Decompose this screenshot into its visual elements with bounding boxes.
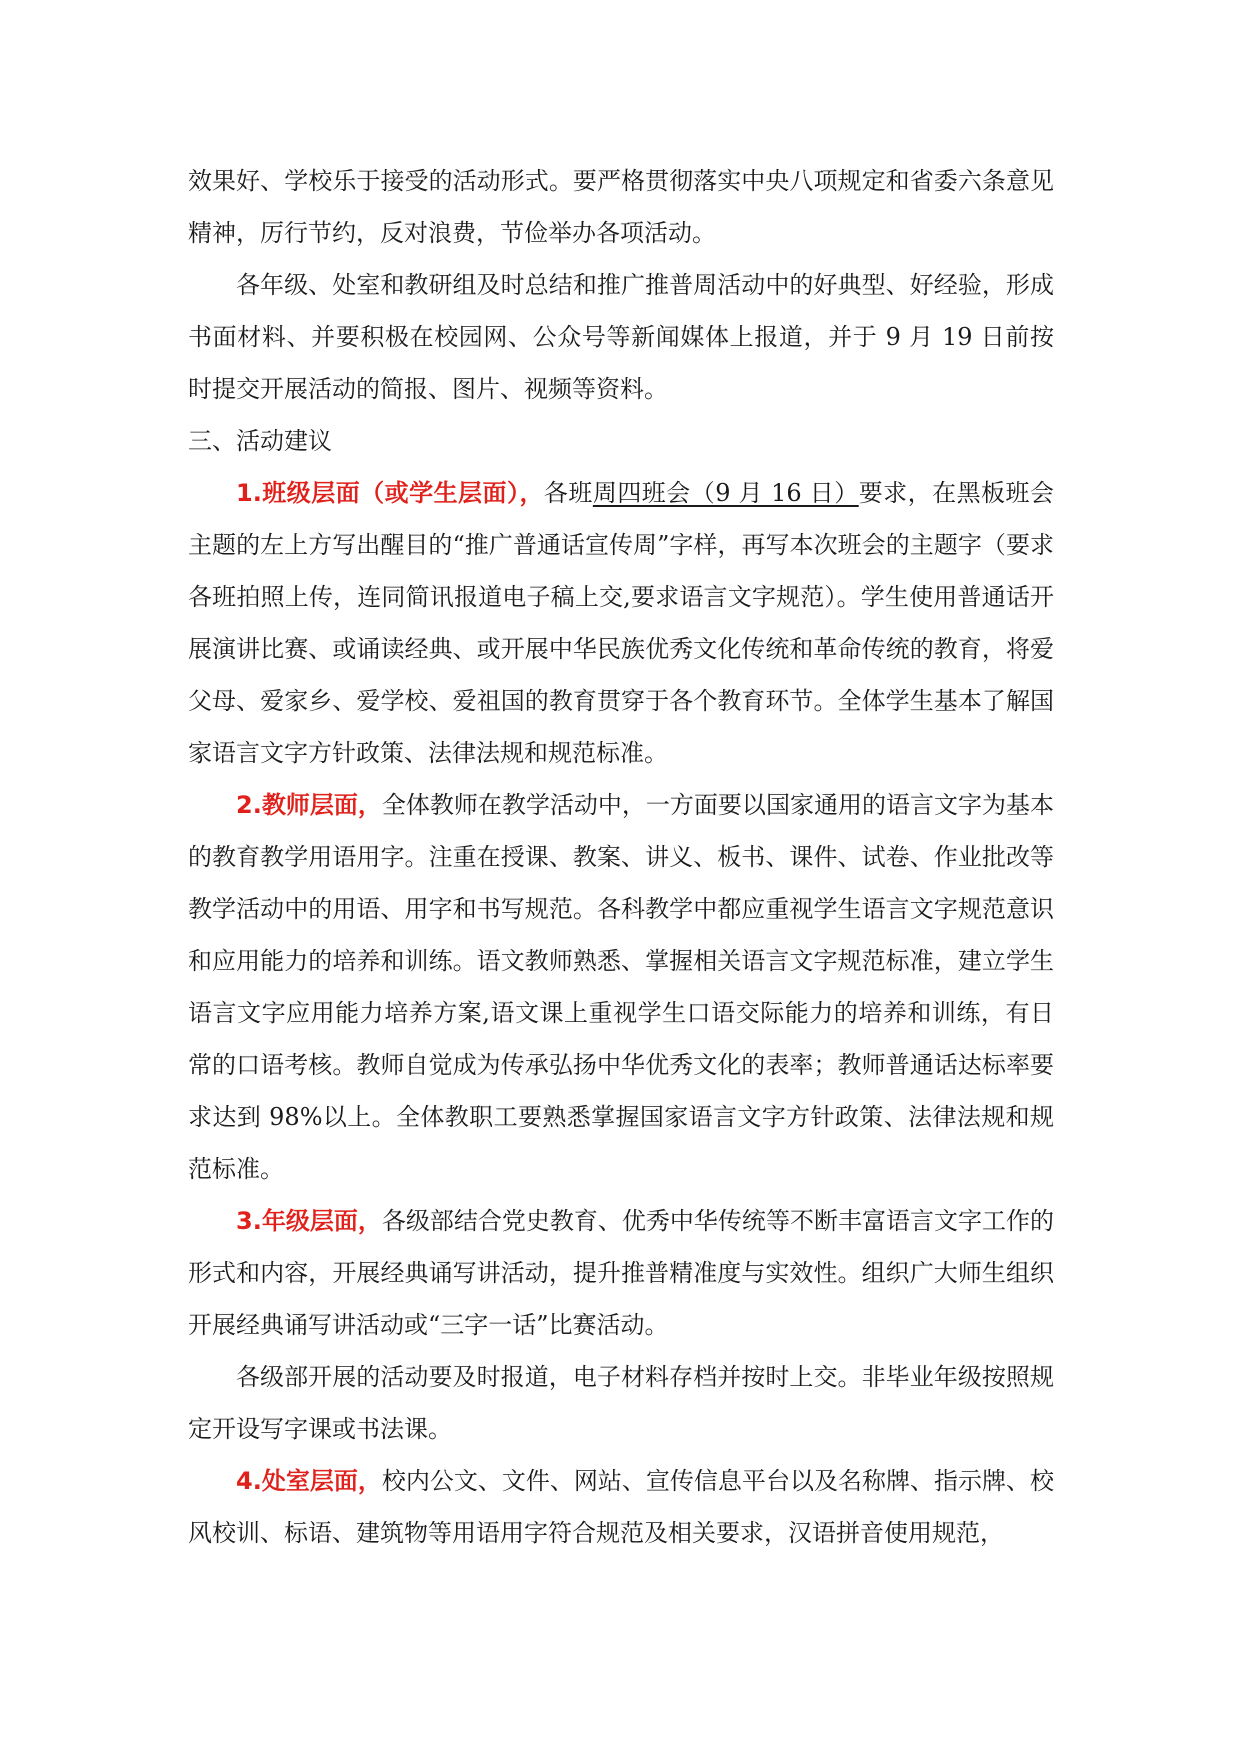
document-body: [188, 155, 1054, 1559]
class-level-text-pre: 各班: [543, 479, 593, 507]
grade-level-lead: 3.年级层面，: [236, 1207, 382, 1235]
section-heading-activity-suggestions: 三、活动建议: [188, 427, 332, 455]
paragraph-grade-reporting: 各级部开展的活动要及时报道，电子材料存档并按时上交。非毕业年级按照规定开设写字课或书法课。: [188, 1363, 1054, 1443]
teacher-level-text: 全体教师在教学活动中，一方面要以国家通用的语言文字为基本的教育教学用语用字。注重在授课、教案、讲义、板书、课件、试卷、作业批改等教学活动中的用语、用字和书写规范。各科教学中都应重视学生语言文字规范意识和应用能力的培养和训练。语文教师熟悉、掌握相关语言文字规范标准，建立学生语言文字应用能力培养方案,语文课上重视学生口语交际能力的培养和训练，有日常的口语考核。教师自觉成为传承弘扬中华优秀文化的表率；教师普通话达标率要求达到 98%以上。全体教职工要熟悉掌握国家语言文字方针政策、法律法规和规范标准。: [188, 791, 1054, 1183]
paragraph-class-level: [188, 467, 1054, 779]
paragraph-activity-form: 效果好、学校乐于接受的活动形式。要严格贯彻落实中央八项规定和省委六条意见精神，厉行节约，反对浪费，节俭举办各项活动。: [188, 167, 1054, 247]
paragraph-office-level: [188, 1455, 1054, 1559]
office-level-text: 校内公文、文件、网站、宣传信息平台以及名称牌、指示牌、校风校训、标语、建筑物等用语用字符合规范及相关要求，汉语拼音使用规范，: [188, 1467, 1054, 1547]
paragraph-grade-level: [188, 1195, 1054, 1351]
paragraph-summary-report: 各年级、处室和教研组及时总结和推广推普周活动中的好典型、好经验，形成书面材料、并要积极在校园网、公众号等新闻媒体上报道，并于 9 月 19 日前按时提交开展活动的简报、图片、视频等资料。: [188, 271, 1054, 403]
grade-level-text: 各级部结合党史教育、优秀中华传统等不断丰富语言文字工作的形式和内容，开展经典诵写讲活动，提升推普精准度与实效性。组织广大师生组织开展经典诵写讲活动或“三字一话”比赛活动。: [188, 1207, 1054, 1339]
paragraph-teacher-level: [188, 779, 1054, 1195]
class-level-lead: 1.班级层面（或学生层面），: [236, 479, 544, 507]
class-level-text-post: 要求，在黑板班会主题的左上方写出醒目的“推广普通话宣传周”字样，再写本次班会的主题字（要求各班拍照上传，连同简讯报道电子稿上交,要求语言文字规范）。学生使用普通话开展演讲比赛、或诵读经典、或开展中华民族优秀文化传统和革命传统的教育，将爱父母、爱家乡、爱学校、爱祖国的教育贯穿于各个教育环节。全体学生基本了解国家语言文字方针政策、法律法规和规范标准。: [188, 479, 1054, 767]
office-level-lead: 4.处室层面，: [236, 1467, 382, 1495]
class-meeting-date: 周四班会（9 月 16 日）: [592, 479, 859, 507]
teacher-level-lead: 2.教师层面，: [236, 791, 382, 819]
